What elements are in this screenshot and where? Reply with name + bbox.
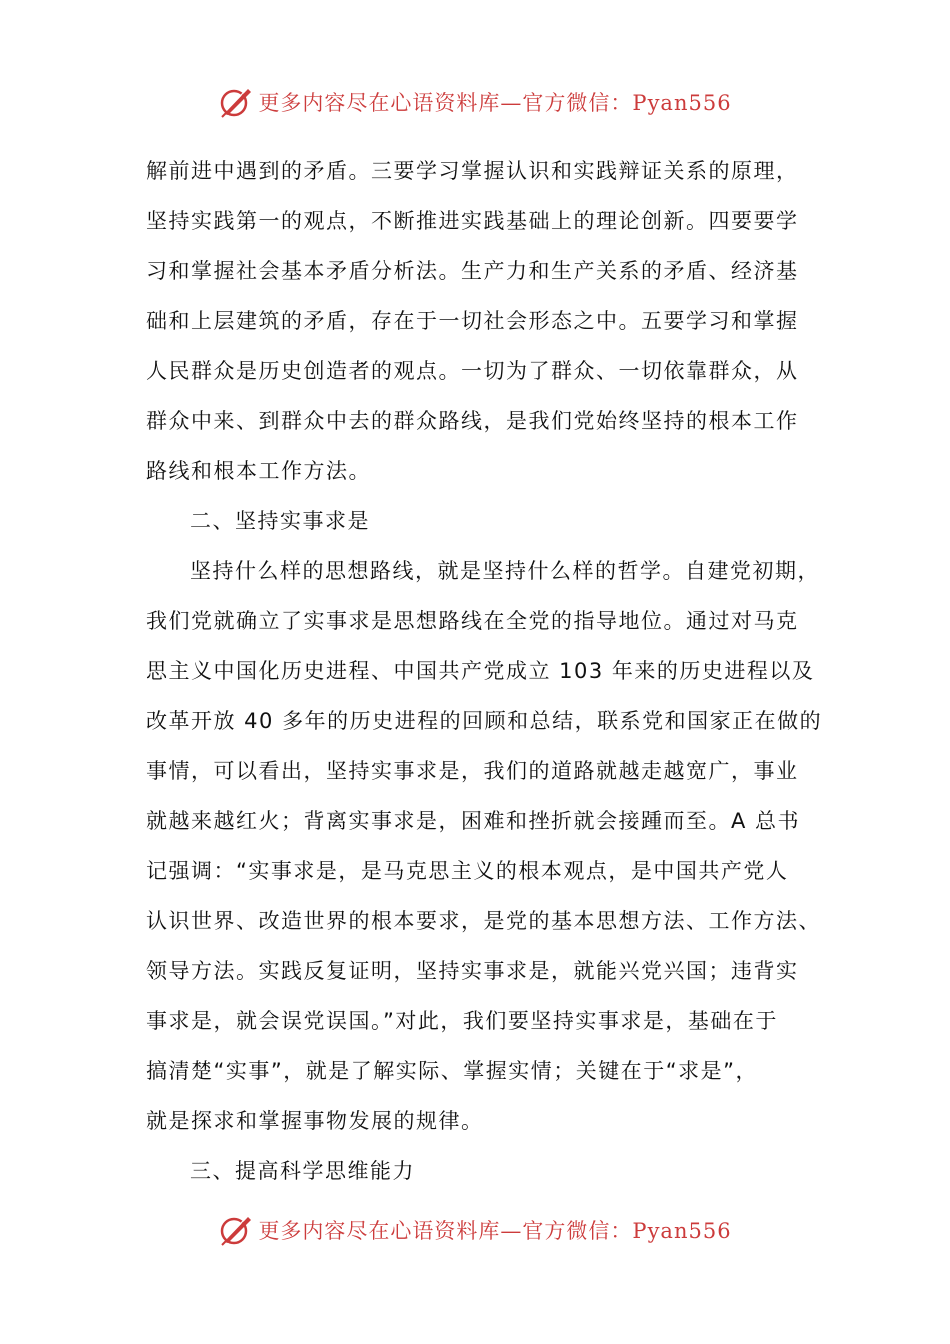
body-line: 改革开放 40 多年的历史进程的回顾和总结，联系党和国家正在做的: [146, 709, 823, 733]
body-line: 领导方法。实践反复证明，坚持实事求是，就能兴党兴国；违背实: [146, 959, 799, 983]
footer-banner: [0, 1208, 950, 1252]
header-banner-text: 更多内容尽在心语资料库—官方微信：Pyan556: [258, 91, 732, 115]
footer-banner-text: 更多内容尽在心语资料库—官方微信：Pyan556: [258, 1219, 732, 1243]
paragraph-first-line: 坚持什么样的思想路线，就是坚持什么样的哲学。自建党初期，: [190, 559, 820, 583]
body-line: 解前进中遇到的矛盾。三要学习掌握认识和实践辩证关系的原理，: [146, 159, 799, 183]
body-line: 记强调：“实事求是，是马克思主义的根本观点，是中国共产党人: [146, 859, 789, 883]
body-line: 我们党就确立了实事求是思想路线在全党的指导地位。通过对马克: [146, 609, 799, 633]
section-heading: 三、提高科学思维能力: [190, 1159, 415, 1183]
quill-pen-logo-icon: [218, 1212, 254, 1248]
body-line: 坚持实践第一的观点，不断推进实践基础上的理论创新。四要要学: [146, 209, 799, 233]
header-banner: [0, 80, 950, 124]
body-line: 就越来越红火；背离实事求是，困难和挫折就会接踵而至。A 总书: [146, 809, 801, 833]
document-body: [146, 146, 836, 1196]
body-line: 事求是，就会误党误国。”对此，我们要坚持实事求是，基础在于: [146, 1009, 778, 1033]
body-line: 思主义中国化历史进程、中国共产党成立 103 年来的历史进程以及: [146, 659, 815, 683]
section-heading: 二、坚持实事求是: [190, 509, 370, 533]
body-line: 习和掌握社会基本矛盾分析法。生产力和生产关系的矛盾、经济基: [146, 259, 799, 283]
body-line: 认识世界、改造世界的根本要求，是党的基本思想方法、工作方法、: [146, 909, 821, 933]
body-line: 搞清楚“实事”，就是了解实际、掌握实情；关键在于“求是”，: [146, 1059, 759, 1083]
body-line: 人民群众是历史创造者的观点。一切为了群众、一切依靠群众，从: [146, 359, 799, 383]
body-line: 事情，可以看出，坚持实事求是，我们的道路就越走越宽广，事业: [146, 759, 799, 783]
quill-pen-logo-icon: [218, 84, 254, 120]
body-line: 就是探求和掌握事物发展的规律。: [146, 1109, 484, 1133]
body-line: 路线和根本工作方法。: [146, 459, 371, 483]
body-line: 群众中来、到群众中去的群众路线，是我们党始终坚持的根本工作: [146, 409, 799, 433]
body-line: 础和上层建筑的矛盾，存在于一切社会形态之中。五要学习和掌握: [146, 309, 799, 333]
